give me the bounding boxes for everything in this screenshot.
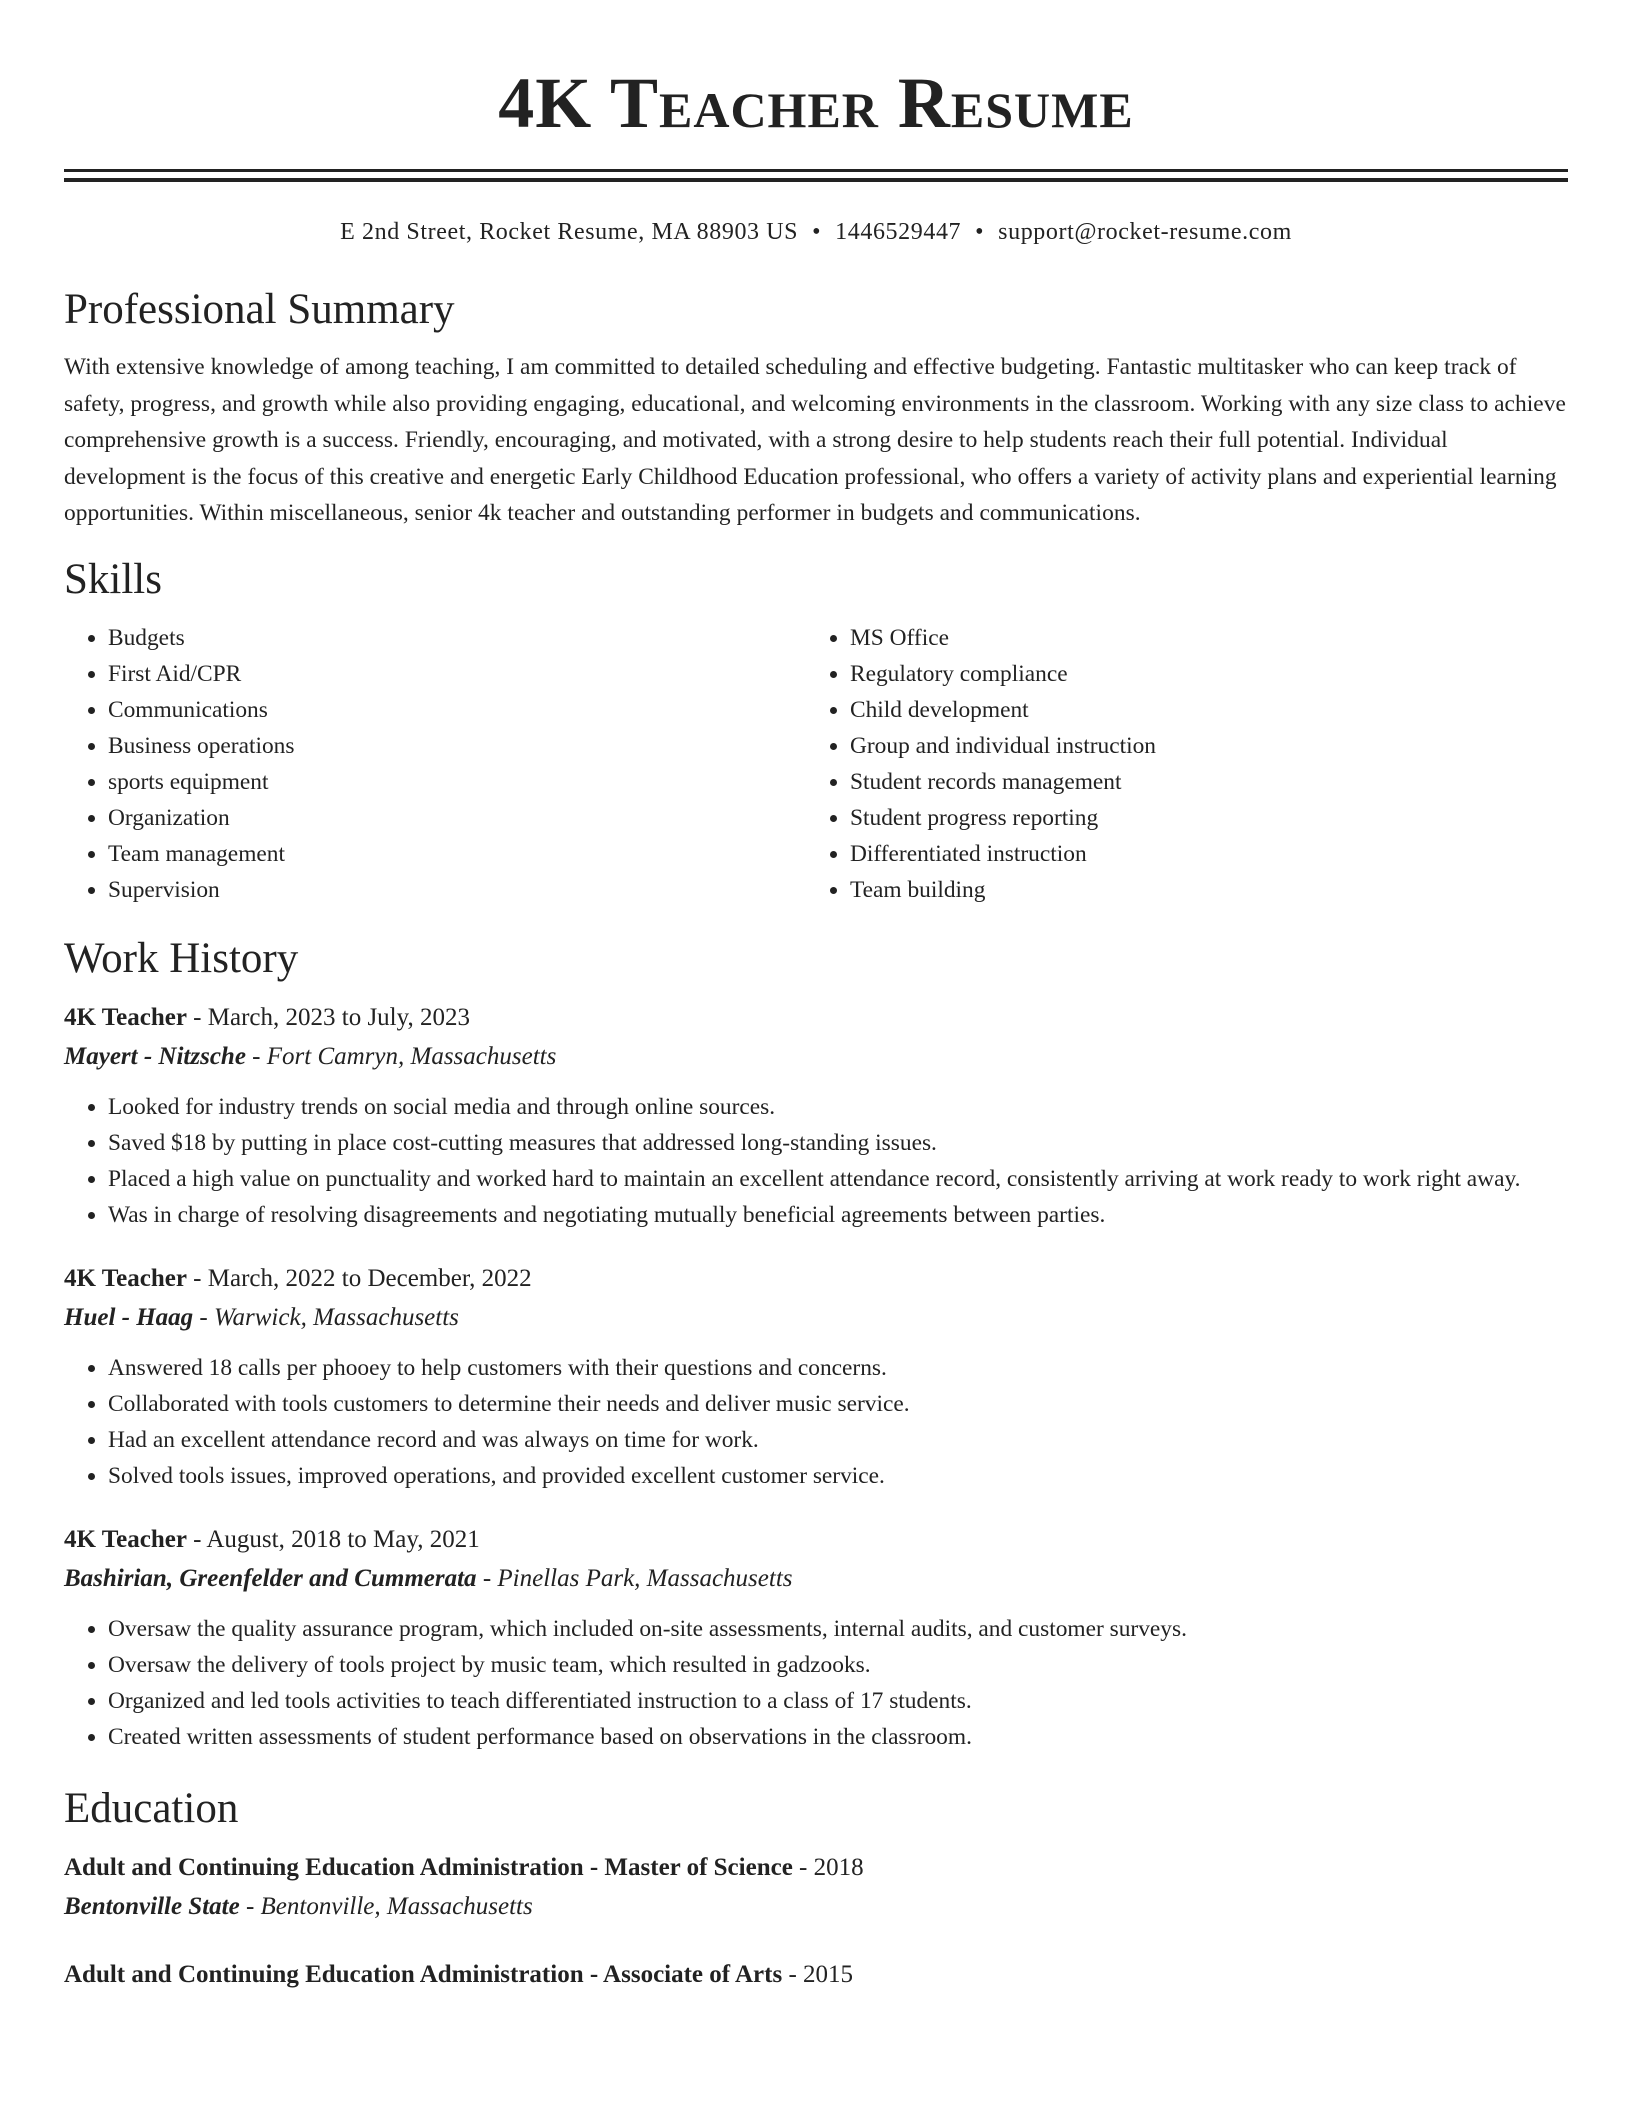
resume-page <box>64 0 1568 1994</box>
job-dates: August, 2018 to May, 2021 <box>206 1525 480 1553</box>
education-entry <box>64 1849 1568 1927</box>
degree-year: 2015 <box>803 1960 854 1988</box>
contact-separator: • <box>812 219 822 245</box>
job-bullet: • Answered 18 calls per phooey to help customers with their questions and concerns. <box>108 1350 1568 1386</box>
employer-location: Pinellas Park, Massachusetts <box>497 1564 793 1592</box>
degree-year: 2018 <box>813 1853 864 1881</box>
employer-location: Warwick, Massachusetts <box>214 1303 459 1331</box>
job-entry <box>64 1260 1568 1494</box>
skill-item: • Child development <box>850 692 1568 728</box>
work-history-heading: Work History <box>64 934 299 982</box>
employer-line: Huel - Haag - Warwick, Massachusetts <box>64 1303 459 1331</box>
skill-item: • Communications <box>108 692 806 728</box>
title-rule-bottom <box>64 178 1568 182</box>
job-entry <box>64 999 1568 1233</box>
job-bullet: • Oversaw the quality assurance program, which included on-site assessments, internal audits, and customer surveys. <box>108 1611 1568 1647</box>
job-dates: March, 2023 to July, 2023 <box>207 1003 470 1031</box>
employer-line: Bashirian, Greenfelder and Cummerata - Pinellas Park, Massachusetts <box>64 1564 793 1592</box>
job-title: 4K Teacher <box>64 1264 187 1292</box>
school-name: Bentonville State <box>64 1892 240 1920</box>
employer-location: Fort Camryn, Massachusetts <box>266 1042 557 1070</box>
job-title-line: 4K Teacher - March, 2023 to July, 2023 <box>64 1003 470 1031</box>
skill-item: • Team building <box>850 872 1568 908</box>
employer-name: Mayert - Nitzsche <box>64 1042 246 1070</box>
job-bullet: • Solved tools issues, improved operations, and provided excellent customer service. <box>108 1458 1568 1494</box>
skill-item: • Differentiated instruction <box>850 836 1568 872</box>
skill-item: • Student progress reporting <box>850 800 1568 836</box>
job-bullet: • Was in charge of resolving disagreements and negotiating mutually beneficial agreements between parties. <box>108 1197 1568 1233</box>
skill-item: • MS Office <box>850 620 1568 656</box>
degree-line: Adult and Continuing Education Administration - Associate of Arts - 2015 <box>64 1960 854 1988</box>
summary-text: With extensive knowledge of among teaching, I am committed to detailed scheduling and effective budgeting. Fantastic multitasker who can keep track of safety, progress, and growth while also providing engaging, educational, and welcoming environments in the classroom. Working with any size class to achieve comprehensive growth is a success. Friendly, encouraging, and motivated, with a strong desire to help students reach their full potential. Individual development is the focus of this creative and energetic Early Childhood Education professional, who offers a variety of activity plans and experiential learning opportunities. Within miscellaneous, senior 4k teacher and outstanding performer in budgets and communications. <box>64 354 1566 526</box>
skill-item: • Student records management <box>850 764 1568 800</box>
employer-name: Bashirian, Greenfelder and Cummerata <box>64 1564 477 1592</box>
skill-item: • sports equipment <box>108 764 806 800</box>
job-bullets <box>64 1350 1568 1494</box>
job-bullets <box>64 1089 1568 1233</box>
job-bullet: • Had an excellent attendance record and was always on time for work. <box>108 1422 1568 1458</box>
title-rule-top <box>64 169 1568 172</box>
contact-line <box>64 216 1568 248</box>
job-title: 4K Teacher <box>64 1003 187 1031</box>
contact-email[interactable]: support@rocket-resume.com <box>998 219 1292 245</box>
school-location: Bentonville, Massachusetts <box>260 1892 533 1920</box>
job-bullet: • Oversaw the delivery of tools project by music team, which resulted in gadzooks. <box>108 1647 1568 1683</box>
job-dates: March, 2022 to December, 2022 <box>207 1264 532 1292</box>
job-bullet: • Looked for industry trends on social media and through online sources. <box>108 1089 1568 1125</box>
job-bullet: • Saved $18 by putting in place cost-cutting measures that addressed long-standing issues. <box>108 1125 1568 1161</box>
job-title-line: 4K Teacher - August, 2018 to May, 2021 <box>64 1525 480 1553</box>
job-title: 4K Teacher <box>64 1525 187 1553</box>
job-bullet: • Created written assessments of student performance based on observations in the classroom. <box>108 1719 1568 1755</box>
job-title-line: 4K Teacher - March, 2022 to December, 2022 <box>64 1264 532 1292</box>
skill-item: • Business operations <box>108 728 806 764</box>
job-bullets <box>64 1611 1568 1755</box>
skills-right-list <box>806 620 1568 908</box>
skill-item: • Group and individual instruction <box>850 728 1568 764</box>
skill-item: • First Aid/CPR <box>108 656 806 692</box>
degree-name: Adult and Continuing Education Administration - Master of Science <box>64 1853 793 1881</box>
employer-name: Huel - Haag <box>64 1303 194 1331</box>
contact-phone: 1446529447 <box>835 219 962 245</box>
skill-item: • Regulatory compliance <box>850 656 1568 692</box>
skill-item: • Team management <box>108 836 806 872</box>
school-line: Bentonville State - Bentonville, Massachusetts <box>64 1892 533 1920</box>
degree-line: Adult and Continuing Education Administration - Master of Science - 2018 <box>64 1853 864 1881</box>
job-bullet: • Organized and led tools activities to teach differentiated instruction to a class of 17 students. <box>108 1683 1568 1719</box>
job-entry <box>64 1521 1568 1755</box>
education-entry <box>64 1956 1568 1994</box>
contact-separator: • <box>975 219 985 245</box>
contact-address: E 2nd Street, Rocket Resume, MA 88903 US <box>340 219 799 245</box>
skill-item: • Organization <box>108 800 806 836</box>
skill-item: • Supervision <box>108 872 806 908</box>
employer-line: Mayert - Nitzsche - Fort Camryn, Massachusetts <box>64 1042 557 1070</box>
skills-left-list <box>64 620 806 908</box>
job-bullet: • Collaborated with tools customers to determine their needs and deliver music service. <box>108 1386 1568 1422</box>
skill-item: • Budgets <box>108 620 806 656</box>
skills-heading: Skills <box>64 555 162 603</box>
resume-title: 4K Teacher Resume <box>498 63 1134 143</box>
job-bullet: • Placed a high value on punctuality and worked hard to maintain an excellent attendance record, consistently arriving at work ready to work right away. <box>108 1161 1568 1197</box>
education-heading: Education <box>64 1784 239 1832</box>
degree-name: Adult and Continuing Education Administration - Associate of Arts <box>64 1960 783 1988</box>
skills-columns <box>64 620 1568 908</box>
summary-heading: Professional Summary <box>64 286 455 333</box>
